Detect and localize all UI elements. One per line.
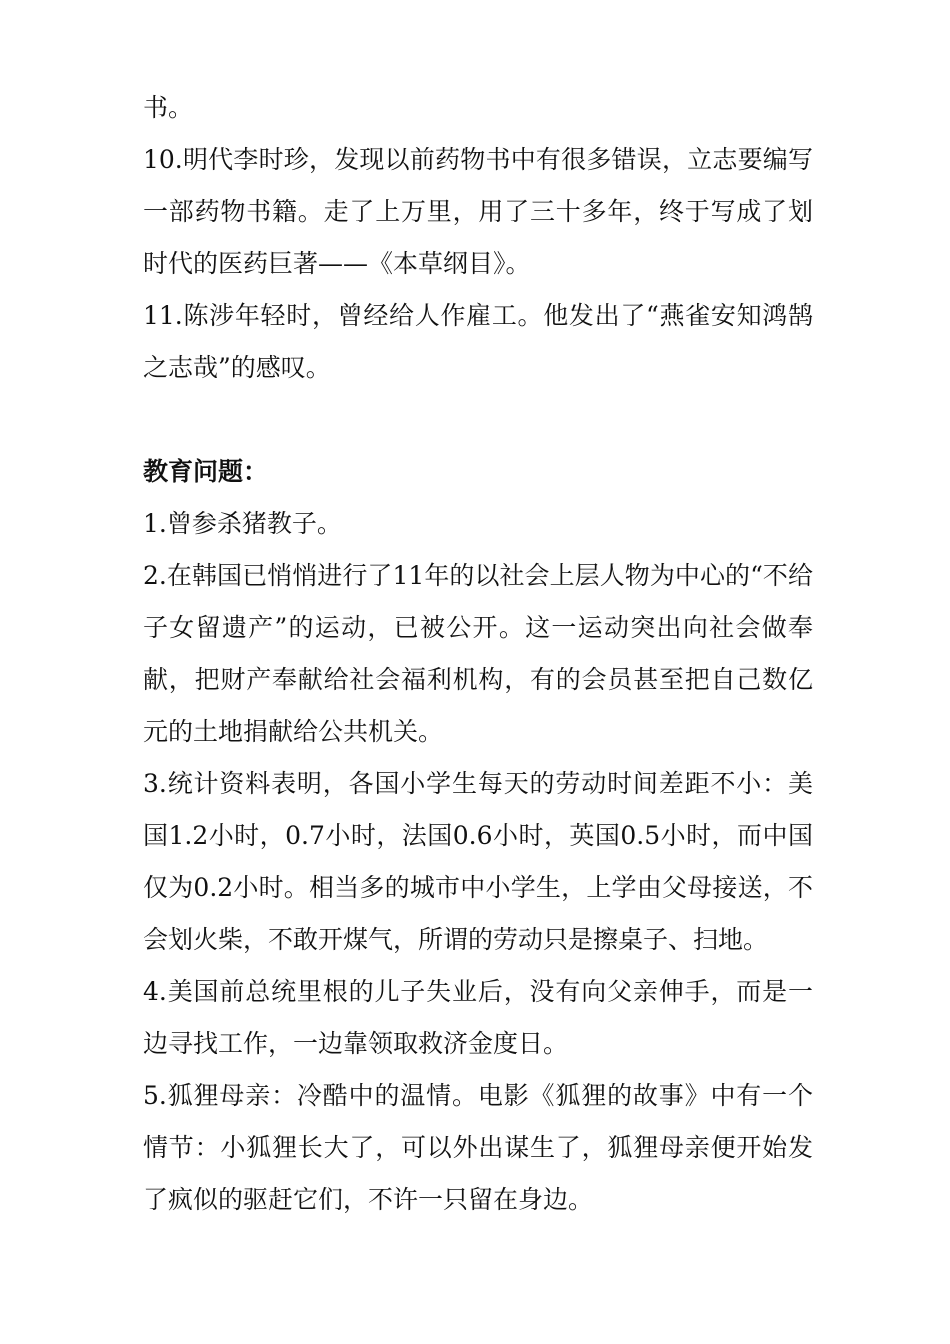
paragraph-edu-5: 5.狐狸母亲：冷酷中的温情。电影《狐狸的故事》中有一个情节：小狐狸长大了，可以外出谋生了，狐狸母亲便开始发了疯似的驱赶它们，不许一只留在身边。 (143, 1081, 813, 1214)
paragraph-item-10: 10.明代李时珍，发现以前药物书中有很多错误，立志要编写一部药物书籍。走了上万里，用了三十多年，终于写成了划时代的医药巨著——《本草纲目》。 (143, 145, 813, 278)
paragraph-edu-2: 2.在韩国已悄悄进行了11年的以社会上层人物为中心的“不给子女留遗产”的运动，已被公开。这一运动突出向社会做奉献，把财产奉献给社会福利机构，有的会员甚至把自己数亿元的土地捐献给公共机关。 (143, 561, 813, 746)
paragraph-edu-3: 3.统计资料表明，各国小学生每天的劳动时间差距不小：美国1.2小时，0.7小时，法国0.6小时，英国0.5小时，而中国仅为0.2小时。相当多的城市中小学生，上学由父母接送，不会划火柴，不敢开煤气，所谓的劳动只是擦桌子、扫地。 (143, 769, 813, 954)
paragraph-edu-1: 1.曾参杀猪教子。 (143, 509, 342, 538)
paragraph-edu-4: 4.美国前总统里根的儿子失业后，没有向父亲伸手，而是一边寻找工作，一边靠领取救济金度日。 (143, 977, 813, 1058)
section-heading: 教育问题： (143, 457, 269, 486)
paragraph-item-11: 11.陈涉年轻时，曾经给人作雇工。他发出了“燕雀安知鸿鹄之志哉”的感叹。 (143, 301, 813, 382)
document-body (143, 82, 813, 1226)
blank-line (143, 394, 813, 446)
paragraph-continuation: 书。 (143, 93, 194, 122)
